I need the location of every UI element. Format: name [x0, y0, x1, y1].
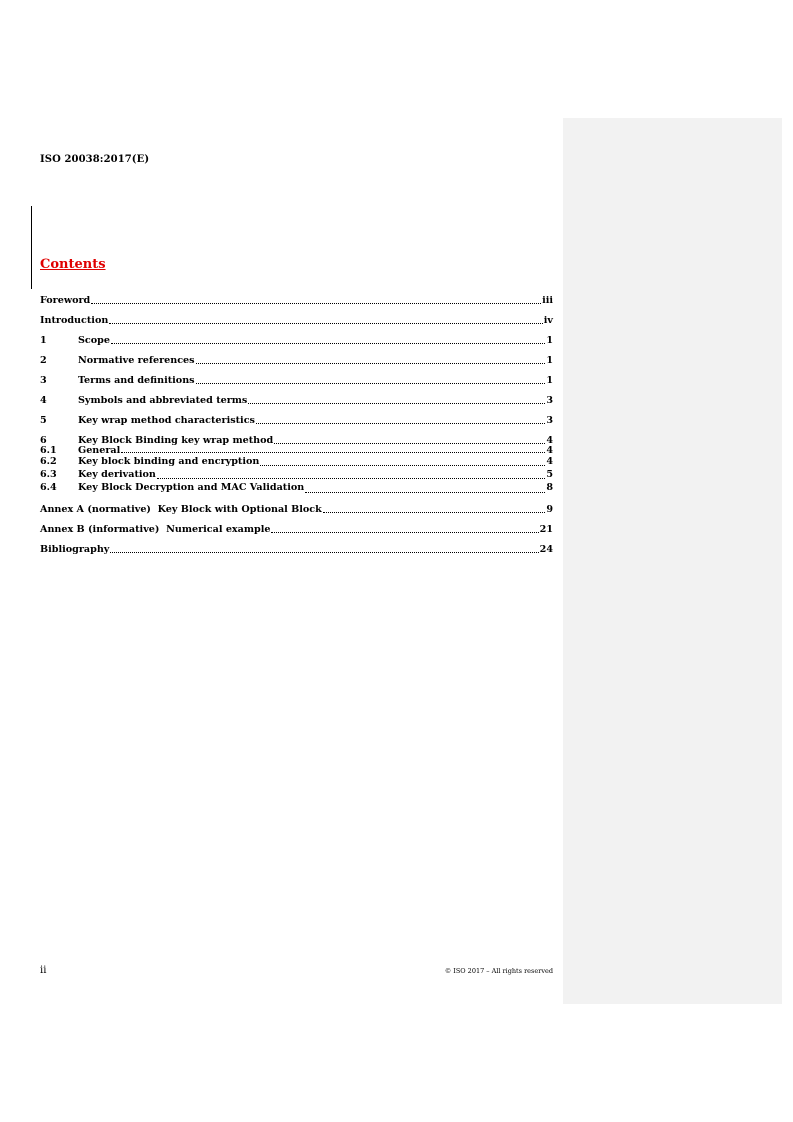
toc-entry-number: 6.4 — [40, 482, 57, 493]
toc-entry-title: Annex A (normative) Key Block with Optional Block — [40, 504, 322, 515]
toc-entry-title: Terms and definitions — [78, 375, 195, 386]
toc-entry-number: 6.1 — [40, 445, 57, 456]
toc-entry-number: 4 — [40, 395, 47, 406]
toc-entry-number: 6 — [40, 435, 47, 446]
toc-entry-title: Key Block Decryption and MAC Validation — [78, 482, 305, 493]
toc-entry-title: Normative references — [78, 355, 195, 366]
contents-title[interactable]: Contents — [40, 257, 106, 272]
toc-entry-title: Introduction — [40, 315, 109, 326]
toc-entry-title: Key derivation — [78, 469, 156, 480]
toc-entry-number: 6.3 — [40, 469, 57, 480]
toc-entry-page: 1 — [546, 335, 553, 346]
toc-leader-dots — [196, 363, 546, 364]
toc-entry-annex-b[interactable] — [40, 524, 553, 535]
toc-leader-dots — [110, 552, 538, 553]
toc-leader-dots — [91, 303, 541, 304]
toc-leader-dots — [196, 383, 546, 384]
toc-entry-annex-a[interactable] — [40, 504, 553, 515]
toc-entry-title: General — [78, 445, 121, 456]
toc-entry-page: 1 — [546, 375, 553, 386]
toc-entry-title: Key block binding and encryption — [78, 456, 260, 467]
toc-entry-title: Scope — [78, 335, 110, 346]
toc-entry-terms-and-definitions[interactable] — [40, 375, 553, 386]
comment-pane — [563, 118, 782, 1004]
toc-entry-general[interactable] — [40, 446, 553, 455]
toc-entry-title: Key wrap method characteristics — [78, 415, 255, 426]
toc-entry-symbols[interactable] — [40, 395, 553, 406]
toc-leader-dots — [121, 452, 545, 453]
toc-entry-page: 8 — [546, 482, 553, 493]
toc-entry-title: Foreword — [40, 295, 91, 306]
revision-change-bar — [31, 206, 32, 289]
toc-entry-title: Key Block Binding key wrap method — [78, 435, 274, 446]
toc-entry-page: 4 — [546, 456, 553, 467]
toc-leader-dots — [109, 323, 542, 324]
document-id-header: ISO 20038:2017(E) — [40, 154, 150, 165]
toc-entry-page: 5 — [546, 469, 553, 480]
toc-entry-scope[interactable] — [40, 335, 553, 346]
toc-leader-dots — [305, 492, 545, 493]
toc-entry-page: iv — [543, 315, 553, 326]
toc-leader-dots — [323, 512, 546, 513]
toc-leader-dots — [248, 403, 545, 404]
toc-entry-key-wrap-characteristics[interactable] — [40, 415, 553, 426]
toc-entry-normative-references[interactable] — [40, 355, 553, 366]
toc-entry-page: 4 — [546, 445, 553, 456]
toc-entry-title: Annex B (informative) Numerical example — [40, 524, 271, 535]
toc-entry-number: 2 — [40, 355, 47, 366]
toc-entry-page: 24 — [539, 544, 553, 555]
footer-copyright: © ISO 2017 – All rights reserved — [444, 967, 553, 975]
toc-entry-title: Bibliography — [40, 544, 110, 555]
toc-entry-page: 3 — [546, 395, 553, 406]
toc-entry-introduction[interactable] — [40, 315, 553, 326]
toc-entry-number: 6.2 — [40, 456, 57, 467]
toc-entry-key-derivation[interactable] — [40, 468, 553, 481]
footer-page-number: ii — [40, 965, 47, 976]
toc-leader-dots — [157, 478, 545, 479]
toc-leader-dots — [271, 532, 538, 533]
toc-entry-number: 1 — [40, 335, 47, 346]
toc-entry-page: iii — [542, 295, 553, 306]
toc-entry-decryption-mac[interactable] — [40, 481, 553, 495]
toc-entry-page: 1 — [546, 355, 553, 366]
toc-leader-dots — [274, 443, 545, 444]
table-of-contents — [40, 295, 553, 555]
toc-entry-page: 4 — [546, 435, 553, 446]
toc-entry-number: 3 — [40, 375, 47, 386]
toc-entry-number: 5 — [40, 415, 47, 426]
toc-entry-page: 3 — [546, 415, 553, 426]
toc-leader-dots — [111, 343, 545, 344]
toc-entry-foreword[interactable] — [40, 295, 553, 306]
toc-entry-page: 9 — [546, 504, 553, 515]
toc-leader-dots — [256, 423, 545, 424]
toc-leader-dots — [260, 465, 545, 466]
toc-entry-title: Symbols and abbreviated terms — [78, 395, 248, 406]
toc-entry-binding-and-encryption[interactable] — [40, 455, 553, 468]
toc-entry-page: 21 — [539, 524, 553, 535]
toc-entry-bibliography[interactable] — [40, 544, 553, 555]
